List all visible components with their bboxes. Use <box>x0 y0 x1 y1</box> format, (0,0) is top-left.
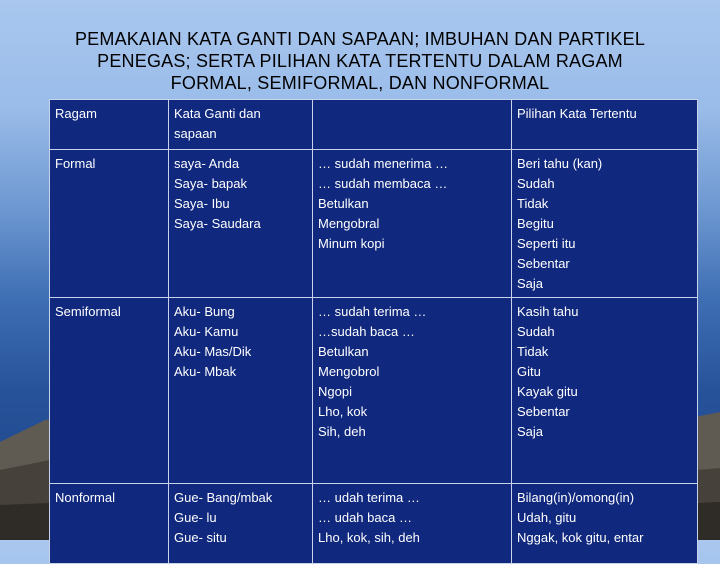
list-item: Lho, kok, sih, deh <box>318 530 420 545</box>
list-item: Gitu <box>517 364 541 379</box>
cell-pilihan <box>512 150 698 298</box>
list-item: … udah baca … <box>318 510 412 525</box>
table-header-row <box>50 100 698 150</box>
cell-ragam: Nonformal <box>50 484 169 564</box>
list-item: Tidak <box>517 196 549 211</box>
cell-kata-ganti <box>169 484 313 564</box>
table-row <box>50 298 698 484</box>
cell-kata-ganti <box>169 298 313 484</box>
list-item: Gue- Bang/mbak <box>174 490 273 505</box>
table-row <box>50 150 698 298</box>
list-item: … sudah terima … <box>318 304 427 319</box>
header-kata-ganti-line: sapaan <box>174 126 217 141</box>
list-item: Mengobral <box>318 216 380 231</box>
list-item: Aku- Mas/Dik <box>174 344 252 359</box>
header-empty <box>313 100 512 150</box>
list-item: Aku- Mbak <box>174 364 237 379</box>
list-item: Minum kopi <box>318 236 385 251</box>
cell-imbuhan <box>313 150 512 298</box>
list-item: … sudah menerima … <box>318 156 449 171</box>
list-item: … udah terima … <box>318 490 420 505</box>
list-item: Gue- lu <box>174 510 217 525</box>
title-line: FORMAL, SEMIFORMAL, DAN NONFORMAL <box>170 73 550 93</box>
list-item: Sudah <box>517 176 555 191</box>
list-item: Kasih tahu <box>517 304 579 319</box>
title-line: PEMAKAIAN KATA GANTI DAN SAPAAN; IMBUHAN DAN PARTIKEL <box>74 29 646 49</box>
header-pilihan-kata: Pilihan Kata Tertentu <box>512 100 698 150</box>
list-item: Lho, kok <box>318 404 368 419</box>
cell-imbuhan <box>313 298 512 484</box>
list-item: Mengobrol <box>318 364 380 379</box>
header-ragam: Ragam <box>50 100 169 150</box>
list-item: Ngopi <box>318 384 352 399</box>
list-item: Tidak <box>517 344 549 359</box>
title-line: PENEGAS; SERTA PILIHAN KATA TERTENTU DALAM RAGAM <box>97 51 623 71</box>
cell-ragam: Formal <box>50 150 169 298</box>
list-item: Udah, gitu <box>517 510 577 525</box>
list-item: Aku- Kamu <box>174 324 239 339</box>
cell-ragam: Semiformal <box>50 298 169 484</box>
list-item: Saya- Saudara <box>174 216 261 231</box>
list-item: Beri tahu (kan) <box>517 156 603 171</box>
list-item: Begitu <box>517 216 554 231</box>
list-item: Aku- Bung <box>174 304 235 319</box>
table-row <box>50 484 698 564</box>
list-item: Sudah <box>517 324 555 339</box>
list-item: … sudah membaca … <box>318 176 448 191</box>
list-item: Saja <box>517 276 544 291</box>
list-item: Saya- bapak <box>174 176 247 191</box>
list-item: Betulkan <box>318 196 369 211</box>
cell-pilihan <box>512 298 698 484</box>
header-kata-ganti-line: Kata Ganti dan <box>174 106 261 121</box>
list-item: Sih, deh <box>318 424 366 439</box>
list-item: Kayak gitu <box>517 384 578 399</box>
cell-pilihan <box>512 484 698 564</box>
cell-kata-ganti <box>169 150 313 298</box>
list-item: Sebentar <box>517 404 570 419</box>
list-item: Bilang(in)/omong(in) <box>517 490 635 505</box>
header-kata-ganti <box>169 100 313 150</box>
list-item: Gue- situ <box>174 530 227 545</box>
ragam-table <box>49 99 698 564</box>
list-item: Seperti itu <box>517 236 576 251</box>
list-item: Saja <box>517 424 544 439</box>
list-item: Nggak, kok gitu, entar <box>517 530 644 545</box>
list-item: saya- Anda <box>174 156 240 171</box>
list-item: …sudah baca … <box>318 324 415 339</box>
cell-imbuhan <box>313 484 512 564</box>
list-item: Betulkan <box>318 344 369 359</box>
slide-title <box>20 28 700 94</box>
list-item: Sebentar <box>517 256 570 271</box>
list-item: Saya- Ibu <box>174 196 230 211</box>
